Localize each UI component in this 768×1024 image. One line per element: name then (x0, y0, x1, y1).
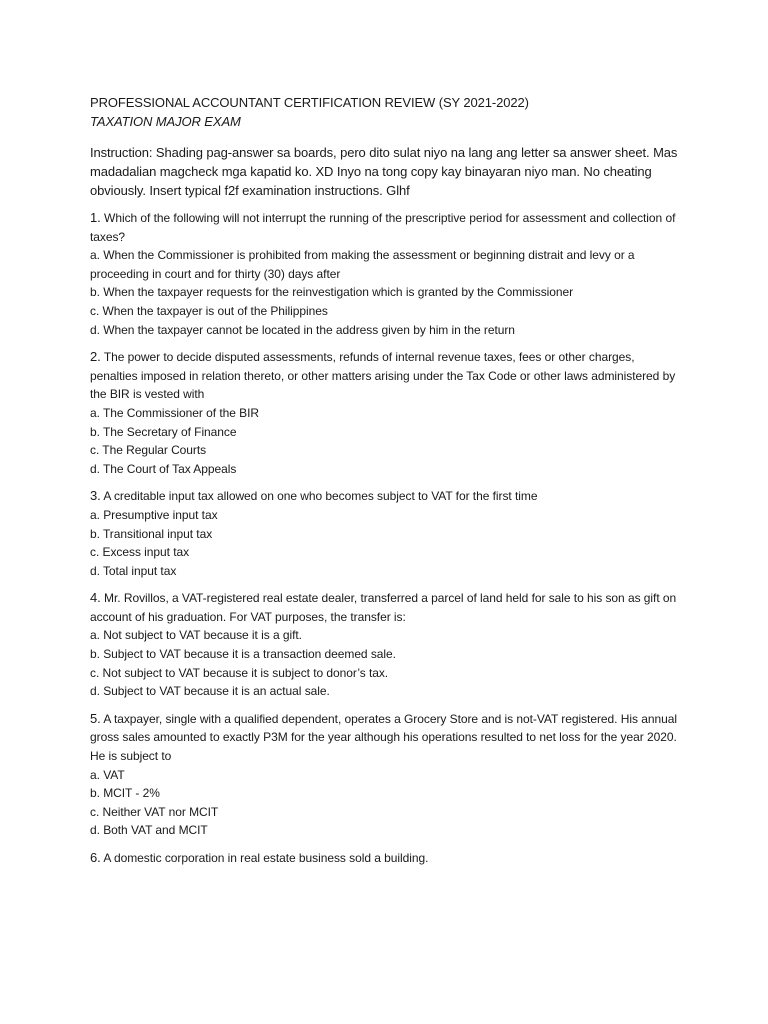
question-number: 3. (90, 488, 101, 504)
question-stem (90, 348, 680, 404)
question-number: 2. (90, 349, 101, 365)
question-stem (90, 849, 680, 868)
instruction-paragraph: Instruction: Shading pag-answer sa boards, pero dito sulat niyo na lang ang letter sa answer sheet. Mas madadalian magcheck mga kapatid ko. XD Inyo na tong copy kay binayaran niyo man. No cheating obviously. Insert typical f2f examination instructions. Glhf (90, 145, 678, 198)
question-item (90, 348, 680, 478)
answer-choice: a. VAT (90, 767, 125, 782)
question-stem (90, 209, 680, 246)
document-title: PROFESSIONAL ACCOUNTANT CERTIFICATION REVIEW (SY 2021-2022) (90, 95, 529, 110)
answer-choice: b. Subject to VAT because it is a transaction deemed sale. (90, 647, 396, 662)
question-number: 6. (90, 850, 101, 865)
question-item (90, 710, 680, 840)
question-number: 1. (90, 210, 101, 225)
answer-choice: a. When the Commissioner is prohibited from making the assessment or beginning distrait and levy or a proceeding in court and for thirty (30) days after (90, 248, 635, 281)
answer-choice: d. When the taxpayer cannot be located in the address given by him in the return (90, 322, 515, 337)
question-text: A creditable input tax allowed on one who becomes subject to VAT for the first time (103, 489, 538, 504)
answer-choice: c. Neither VAT nor MCIT (90, 804, 219, 819)
question-text: The power to decide disputed assessments, refunds of internal revenue taxes, fees or other charges, penalties imposed in relation thereto, or other matters arising under the Tax Code or other laws administered by the BIR is vested with (90, 350, 676, 402)
answer-choice: b. The Secretary of Finance (90, 424, 237, 439)
question-number: 4. (90, 590, 101, 606)
answer-choice: c. The Regular Courts (90, 443, 207, 458)
answer-choice: d. Subject to VAT because it is an actual sale. (90, 684, 330, 699)
answer-choice: c. Excess input tax (90, 545, 190, 560)
answer-choice: b. MCIT - 2% (90, 786, 160, 801)
question-item (90, 487, 680, 580)
document-subtitle: TAXATION MAJOR EXAM (90, 114, 241, 129)
answer-choice: b. When the taxpayer requests for the reinvestigation which is granted by the Commissioner (90, 285, 574, 300)
question-stem (90, 589, 680, 626)
answer-choice: a. Presumptive input tax (90, 507, 218, 522)
answer-choice: d. Both VAT and MCIT (90, 823, 208, 838)
question-number: 5. (90, 710, 101, 726)
question-item (90, 209, 680, 339)
question-item (90, 849, 680, 868)
answer-choice: a. The Commissioner of the BIR (90, 405, 260, 420)
answer-choice: d. The Court of Tax Appeals (90, 461, 237, 476)
exam-document (90, 93, 680, 868)
question-item (90, 589, 680, 701)
answer-choice: b. Transitional input tax (90, 526, 213, 541)
question-text: Which of the following will not interrupt the running of the prescriptive period for assessment and collection of taxes? (90, 211, 676, 244)
question-text: A taxpayer, single with a qualified dependent, operates a Grocery Store and is not-VAT registered. His annual gross sales amounted to exactly P3M for the year although his operations resulted to net loss for the year 2020. He is subject to (90, 711, 677, 764)
question-text: A domestic corporation in real estate business sold a building. (103, 851, 429, 865)
question-text: Mr. Rovillos, a VAT-registered real estate dealer, transferred a parcel of land held for sale to his son as gift on account of his graduation. For VAT purposes, the transfer is: (90, 591, 677, 624)
question-stem (90, 710, 680, 766)
answer-choice: c. When the taxpayer is out of the Philippines (90, 303, 328, 318)
answer-choice: d. Total input tax (90, 563, 177, 578)
answer-choice: a. Not subject to VAT because it is a gift. (90, 628, 302, 643)
answer-choice: c. Not subject to VAT because it is subject to donor’s tax. (90, 665, 389, 680)
question-stem (90, 487, 680, 506)
question-list (90, 209, 680, 868)
